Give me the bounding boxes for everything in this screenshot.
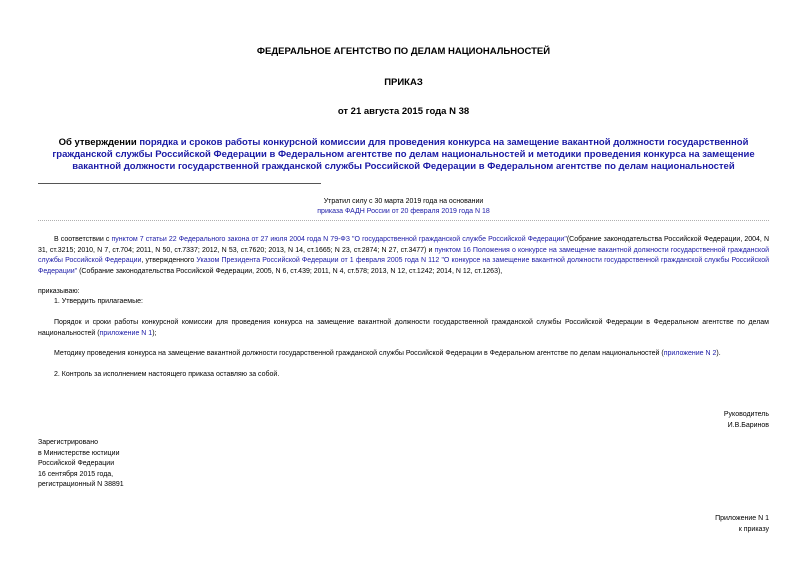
document-date: от 21 августа 2015 года N 38 <box>337 106 470 117</box>
registration-line: в Министерстве юстиции <box>38 449 120 457</box>
preamble-text-4: (Собрание законодательства Российской Федерации, 2005, N 6, ст.439; 2011, N 4, ст.578; 2013, N 12, ст.1242; 2014, N 12, ст.1263), <box>77 267 503 275</box>
signature-block <box>724 410 769 431</box>
approve-2-end: ). <box>716 350 721 357</box>
appendix-line-1: Приложение N 1 <box>715 515 769 522</box>
signatory-name: И.В.Баринов <box>727 421 769 429</box>
appendix-label <box>715 514 769 535</box>
item-1: 1. Утвердить прилагаемые: <box>54 298 143 305</box>
preamble-text-1: В соответствии с <box>54 236 112 243</box>
approve-1-text: Порядок и сроки работы конкурсной комиссии для проведения конкурса на замещение вакантной должности государственной гражданской службы Российской Федерации в Федеральном агентстве по делам национальностей ( <box>38 319 769 337</box>
approve-item-1 <box>38 318 769 339</box>
document-type: ПРИКАЗ <box>384 77 423 88</box>
registration-line: Российской Федерации <box>38 460 115 467</box>
registration-line: Зарегистрировано <box>38 439 98 446</box>
regulation-link[interactable]: пунктом 16 Положения о конкурсе на замещение вакантной должности государственной гражданской службы Российской Федерации <box>38 246 769 264</box>
preamble-text-3: , утвержденного <box>141 257 197 264</box>
approve-item-2 <box>38 349 769 360</box>
status-divider <box>38 220 769 221</box>
appendix-2-link[interactable]: приложение N 2 <box>663 350 717 357</box>
approve-2-text: Методику проведения конкурса на замещение вакантной должности государственной гражданской службы Российской Федерации в Федеральном агентстве по делам национальностей ( <box>54 350 664 357</box>
status-link[interactable]: приказа ФАДН России от 20 февраля 2019 года N 18 <box>317 208 490 215</box>
document-title <box>40 137 767 173</box>
preamble-text-2: (Собрание законодательства Российской Федерации, 2004, N 31, ст.3215; 2010, N 7, ст.704; 2011, N 50, ст.7337; 2012, N 53, ст.7620; 2013, N 14, ст.1665; N 23, ст.2874; N 27, ст.3477) и <box>38 236 770 254</box>
law-link[interactable]: пунктом 7 статьи 22 Федерального закона от 27 июля 2004 года N 79-ФЗ "О государственной гражданской службе Российской Федерации" <box>111 236 567 243</box>
registration-line: регистрационный N 38891 <box>38 481 124 488</box>
appendix-line-2: к приказу <box>738 525 769 533</box>
item-2: 2. Контроль за исполнением настоящего приказа оставляю за собой. <box>54 371 280 378</box>
decree-link[interactable]: Указом Президента Российской Федерации от 1 февраля 2005 года N 112 "О конкурсе на замещение вакантной должности государственной гражданской службы Российской Федерации" <box>38 257 770 275</box>
order-word: приказываю: <box>38 288 80 295</box>
signatory-role: Руководитель <box>723 411 769 418</box>
appendix-1-link[interactable]: приложение N 1 <box>99 329 153 337</box>
title-prefix: Об утверждении <box>58 137 140 148</box>
preamble-paragraph <box>38 235 769 277</box>
registration-block <box>38 438 124 491</box>
approve-1-end: ); <box>152 329 157 337</box>
registration-line: 16 сентября 2015 года, <box>38 470 114 478</box>
title-divider <box>38 183 321 184</box>
title-link[interactable]: порядка и сроков работы конкурсной комиссии для проведения конкурса на замещение вакантной должности государственной гражданской службы Российской Федерации в Федеральном агентстве по делам национальностей и методики проведения конкурса на замещение вакантной должности государственной гражданской службы Российской Федерации в Федеральном агентстве по делам национальностей <box>52 137 755 172</box>
status-line: Утратил силу с 30 марта 2019 года на основании <box>323 198 484 205</box>
agency-name: ФЕДЕРАЛЬНОЕ АГЕНТСТВО ПО ДЕЛАМ НАЦИОНАЛЬНОСТЕЙ <box>256 46 551 57</box>
